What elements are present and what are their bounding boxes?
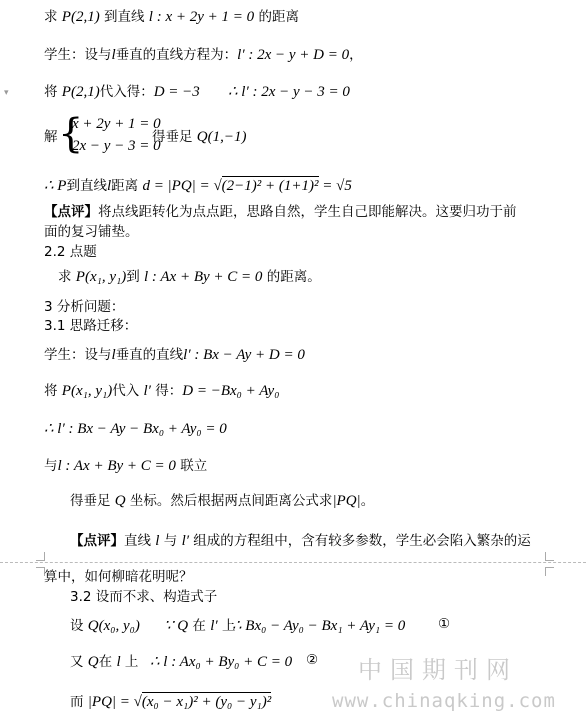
text: 组成的方程组中，含有较多参数，学生必会陷入繁杂的运 — [189, 533, 531, 549]
text: 将 — [44, 84, 62, 100]
text: 与 — [44, 458, 58, 474]
text: 代入得： — [99, 84, 154, 100]
eq-number: ② — [306, 652, 319, 668]
system-eq-2: 2x − y − 3 = 0 — [72, 138, 161, 154]
text: 又 — [70, 654, 88, 670]
text: 求 — [58, 269, 76, 285]
line-student-2 — [44, 346, 305, 364]
section-3-2-heading — [70, 588, 217, 606]
math: D = −Bx₀ + Ay₀ — [182, 383, 280, 399]
heading: 3 分析问题： — [44, 299, 125, 315]
math-radicand: (x₀ − x₁)² + (y₀ − y₁)² — [141, 694, 272, 710]
math: l′ : 2x − y + D = 0 — [237, 47, 350, 63]
text: 代入 — [112, 383, 144, 399]
comment-label: 【点评】 — [44, 204, 98, 220]
math: = √5 — [318, 178, 352, 194]
line-combine — [44, 457, 207, 475]
text: 垂直的直线 — [115, 347, 184, 363]
heading: 2.2 点题 — [44, 244, 97, 260]
text: ， — [349, 47, 363, 63]
text: 学生：设与 — [44, 347, 112, 363]
comment-2-line-2 — [44, 568, 193, 586]
math: Q(x₀, y₀) — [87, 618, 140, 634]
text: 算中，如何柳暗花明呢？ — [44, 569, 193, 585]
watermark-cn: 中国期刊网 — [358, 656, 518, 684]
text: 在 — [188, 618, 211, 634]
sqrt-sign: √ — [213, 178, 222, 194]
math: l′ — [181, 533, 190, 549]
math: l — [111, 347, 116, 363]
text: 的距离。 — [262, 269, 321, 285]
math: Q — [87, 654, 99, 670]
watermark-url: www.chinaqking.com — [332, 690, 556, 712]
sqrt-sign: √ — [133, 694, 142, 710]
equation-number-2 — [306, 651, 318, 669]
page-corner-mark — [545, 567, 554, 576]
math: l — [106, 178, 112, 194]
math: ∴ l : Ax₀ + By₀ + C = 0 — [150, 654, 293, 670]
line-substitute-2 — [44, 382, 279, 400]
math: ∴ l′ : 2x − y − 3 = 0 — [228, 84, 350, 100]
math: ∴ P — [44, 178, 67, 194]
line-substitute-1 — [44, 83, 200, 101]
section-2-2-heading — [44, 243, 97, 261]
line-substitute-1-result — [228, 83, 350, 101]
heading: 3.2 设而不求、构造式子 — [70, 589, 218, 605]
text: 设 — [70, 618, 88, 634]
text: 得： — [150, 383, 183, 399]
math: l : x + 2y + 1 = 0 — [148, 9, 255, 25]
math: l — [116, 654, 121, 670]
math: P(x₁, y₁) — [75, 269, 127, 285]
line-problem-1 — [44, 8, 299, 26]
equation-number-1 — [438, 615, 450, 633]
math: P(x₁, y₁) — [61, 383, 113, 399]
math: P(2,1) — [61, 9, 100, 25]
text: 将 — [44, 383, 62, 399]
line-q-on-l — [70, 653, 138, 671]
text: 上 — [217, 618, 236, 634]
math-radicand: (2−1)² + (1+1)² — [221, 178, 319, 194]
text: 解 — [44, 129, 58, 145]
line-solve-label — [44, 128, 58, 146]
text: 联立 — [175, 458, 208, 474]
math: l — [155, 533, 160, 549]
line-foot-point — [152, 128, 247, 146]
equation-1 — [232, 617, 405, 635]
margin-marker: ▾ — [4, 88, 9, 98]
comment-1-line-1 — [44, 203, 517, 221]
section-3-heading — [44, 298, 124, 316]
text: 。 — [360, 493, 375, 509]
text: 上 — [120, 654, 139, 670]
text: 得垂足 — [152, 129, 197, 145]
text: 的距离 — [254, 9, 299, 25]
line-distance-result — [44, 176, 352, 195]
comment-label: 【点评】 — [70, 533, 124, 549]
text: 求 — [44, 9, 62, 25]
math: l′ — [143, 383, 151, 399]
math: l — [111, 47, 116, 63]
heading: 3.1 思路迁移： — [44, 318, 138, 334]
math: ∴ Bx₀ − Ay₀ − Bx₁ + Ay₁ = 0 — [232, 618, 406, 634]
math: D = −3 — [153, 84, 200, 100]
line-pq-distance — [70, 692, 271, 711]
text: 垂直的直线方程为： — [115, 47, 238, 63]
line-perp-equation — [44, 420, 227, 438]
page-corner-mark — [36, 552, 45, 561]
text: 距离 — [111, 178, 143, 194]
math: l′ : Bx − Ay + D = 0 — [183, 347, 305, 363]
math: ∵ Q — [164, 618, 189, 634]
math: Q — [114, 493, 126, 509]
text: 面的复习铺垫。 — [44, 224, 139, 240]
text: 直线 — [124, 533, 156, 549]
text: 将点线距转化为点点距，思路自然，学生自己即能解决。这要归功于前 — [98, 204, 517, 220]
text: 到 — [126, 269, 144, 285]
system-brace: { — [58, 111, 84, 157]
line-foot-point-2 — [70, 492, 374, 510]
text: 而 — [70, 694, 88, 710]
text: 与 — [159, 533, 182, 549]
math: l : Ax + By + C = 0 — [57, 458, 176, 474]
page-corner-mark — [545, 552, 554, 561]
page-break-line — [0, 562, 586, 563]
math: |PQ| = — [87, 694, 134, 710]
text: 得垂足 — [70, 493, 115, 509]
comment-2-line-1 — [70, 532, 531, 550]
line-student-1 — [44, 46, 363, 64]
text: 到直线 — [99, 9, 149, 25]
eq-number: ① — [438, 616, 451, 632]
math: ∴ l′ : Bx − Ay − Bx₀ + Ay₀ = 0 — [44, 421, 227, 437]
equation-2 — [150, 653, 292, 671]
line-general-problem — [58, 268, 321, 286]
text: 学生：设与 — [44, 47, 112, 63]
line-q-on-perp — [164, 617, 235, 635]
system-eq-1: x + 2y + 1 = 0 — [72, 116, 161, 132]
text: 在 — [98, 654, 117, 670]
text: 到直线 — [66, 178, 107, 194]
text: 坐标。然后根据两点间距离公式求 — [125, 493, 333, 509]
section-3-1-heading — [44, 317, 137, 335]
math: d = |PQ| = — [142, 178, 214, 194]
line-set-q — [70, 617, 140, 635]
math: l : Ax + By + C = 0 — [144, 269, 263, 285]
math: l′ — [210, 618, 218, 634]
comment-1-line-2 — [44, 223, 139, 241]
math: |PQ| — [332, 493, 361, 509]
math: P(2,1) — [61, 84, 100, 100]
math: Q(1,−1) — [196, 129, 247, 145]
